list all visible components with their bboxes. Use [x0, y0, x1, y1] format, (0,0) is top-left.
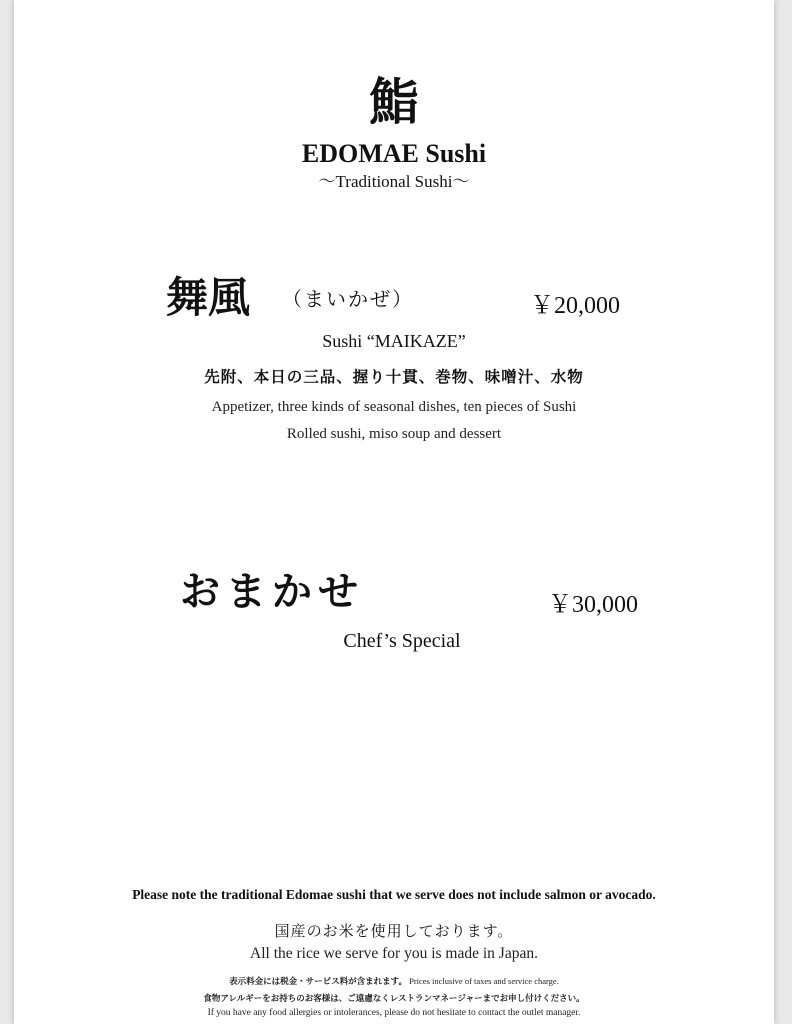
allergy-note-jp: 食物アレルギーをお持ちのお客様は、ご遠慮なくレストランマネージャーまでお申し付けください。: [203, 994, 585, 1004]
tax-note: [14, 975, 774, 988]
course-description-en-line-2: Rolled sushi, miso soup and dessert: [286, 426, 502, 442]
tax-note-jp: 表示料金には税金・サービス料が含まれます。: [229, 977, 407, 987]
menu-subtitle: 〜Traditional Sushi〜: [318, 172, 470, 191]
menu-page: [14, 0, 774, 1024]
course-name-jp: 舞風: [166, 273, 251, 322]
course-price: ￥30,000: [548, 592, 638, 618]
course-name-jp: おまかせ: [180, 568, 364, 615]
menu-title: EDOMAE Sushi: [301, 139, 487, 168]
rice-note-jp: 国産のお米を使用しております。: [274, 922, 514, 940]
tax-note-en: Prices inclusive of taxes and service charge.: [409, 976, 559, 986]
sushi-kanji-logo: 鮨: [369, 72, 419, 131]
course-name-en: Chef’s Special: [343, 630, 461, 652]
course-description-en: Appetizer, three kinds of seasonal dishes, ten pieces of Sushi: [211, 399, 577, 415]
rice-note-en: All the rice we serve for you is made in Japan.: [250, 945, 538, 962]
course-reading: （まいかぜ）: [282, 287, 414, 311]
course-description-jp: 先附、本日の三品、握り十貫、巻物、味噌汁、水物: [204, 367, 584, 386]
allergy-note-en: If you have any food allergies or intolerances, please do not hesitate to contact the outlet manager.: [207, 1008, 581, 1018]
salmon-avocado-note: Please note the traditional Edomae sushi that we serve does not include salmon or avocado.: [132, 887, 656, 902]
course-price: ￥20,000: [530, 293, 620, 319]
course-name-en: Sushi “MAIKAZE”: [322, 331, 466, 351]
